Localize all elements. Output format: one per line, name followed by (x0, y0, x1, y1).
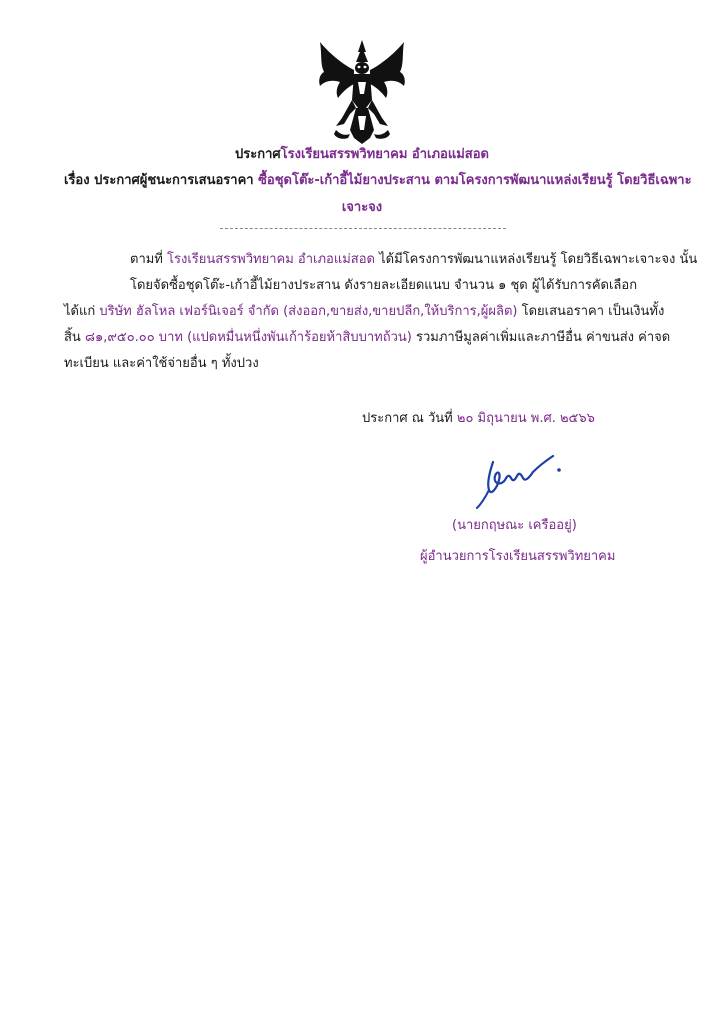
subject-body: ซื้อชุดโต๊ะ-เก้าอี้ไม้ยางประสาน ตามโครงการพัฒนาแหล่งเรียนรู้ โดยวิธีเฉพาะ (258, 173, 692, 188)
school-name: โรงเรียนสรรพวิทยาคม อำเภอแม่สอด (167, 252, 375, 267)
paragraph-line-1 (130, 251, 697, 269)
announcement-title (0, 146, 724, 164)
text-namely: ได้แก่ (64, 304, 96, 319)
text-total: สิ้น (64, 330, 81, 345)
winner-company: บริษัท ฮัลโหล เฟอร์นิเจอร์ จำกัด (ส่งออก,ขายส่ง,ขายปลีก,ให้บริการ,ผู้ผลิต) (99, 304, 518, 319)
signer-name: (นายกฤษณะ เครืออยู่) (452, 518, 577, 533)
title-organization: โรงเรียนสรรพวิทยาคม อำเภอแม่สอด (280, 147, 489, 162)
announce-label: ประกาศ ณ วันที่ (362, 411, 453, 426)
paragraph-line-4 (64, 329, 670, 347)
paragraph-line-2: โดยจัดซื้อชุดโต๊ะ-เก้าอี้ไม้ยางประสาน ดังรายละเอียดแนบ จำนวน ๑ ชุด ผู้ได้รับการคัดเลือก (130, 278, 638, 293)
text-as-per: ตามที่ (130, 252, 163, 267)
announce-date: ๒๐ มิถุนายน พ.ศ. ๒๕๖๖ (456, 411, 595, 426)
tax-text: รวมภาษีมูลค่าเพิ่มและภาษีอื่น ค่าขนส่ง ค่าจด (415, 330, 671, 345)
title-prefix: ประกาศ (235, 147, 281, 162)
subject-continuation: เจาะจง (341, 200, 383, 215)
subject-prefix: เรื่อง ประกาศผู้ชนะการเสนอราคา (64, 173, 254, 188)
paragraph-line-3 (64, 303, 664, 321)
price-amount: ๘๑,๙๕๐.๐๐ บาท (แปดหมื่นหนึ่งพันเก้าร้อยห้าสิบบาทถ้วน) (84, 330, 412, 345)
signer-position: ผู้อำนวยการโรงเรียนสรรพวิทยาคม (420, 549, 616, 564)
separator-line (220, 228, 506, 229)
announce-date-line (362, 410, 595, 428)
text-that: นั้น (679, 252, 698, 267)
garuda-emblem-icon (314, 38, 410, 146)
project-text: ได้มีโครงการพัฒนาแหล่งเรียนรู้ โดยวิธีเฉพาะเจาะจง (379, 252, 676, 267)
signature-icon (455, 452, 565, 512)
offer-text: โดยเสนอราคา เป็นเงินทั้ง (521, 304, 665, 319)
subject-line (64, 172, 692, 190)
paragraph-line-5: ทะเบียน และค่าใช้จ่ายอื่น ๆ ทั้งปวง (64, 356, 259, 371)
